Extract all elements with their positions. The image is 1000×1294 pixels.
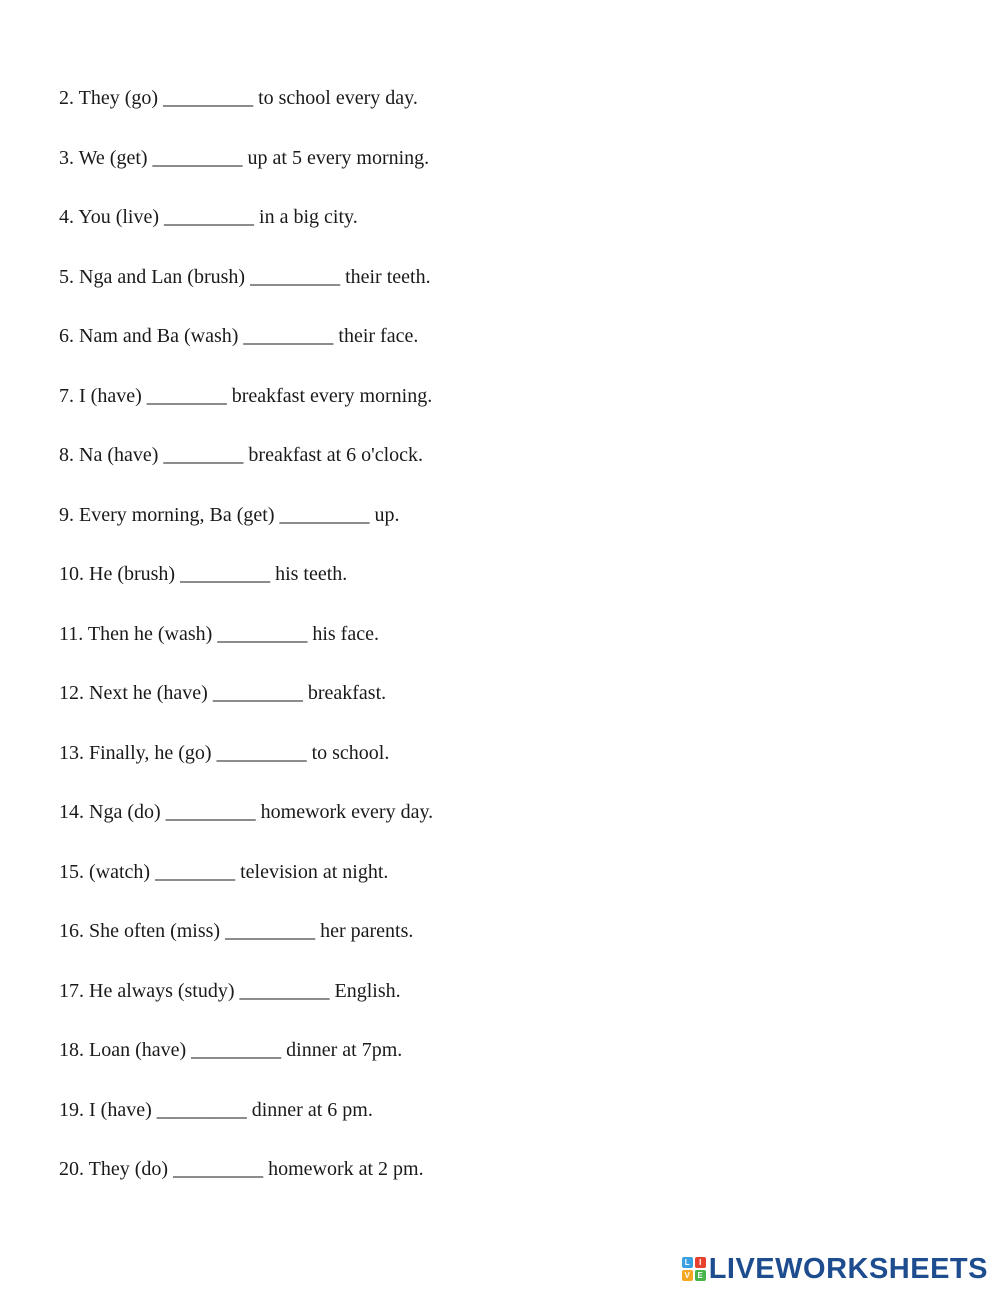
exercise-continuation: dinner at 6 pm. (251, 1098, 373, 1121)
answer-blank[interactable]: _________ (217, 622, 308, 645)
logo-tile-l: L (682, 1257, 693, 1268)
exercise-continuation: television at night. (240, 860, 389, 883)
exercise-number: 10. (59, 563, 84, 585)
exercise-continuation: up at 5 every morning. (247, 146, 430, 169)
exercise-item (59, 144, 433, 204)
exercise-item (59, 203, 433, 263)
exercise-continuation: her parents. (320, 920, 414, 942)
exercise-item (59, 84, 433, 144)
exercise-prompt: He (brush) (89, 563, 176, 585)
exercise-item (59, 858, 433, 918)
exercise-item (59, 322, 433, 382)
answer-blank[interactable]: _________ (212, 682, 303, 704)
exercise-prompt: She often (miss) (89, 920, 221, 942)
exercise-continuation: to school every day. (258, 87, 418, 109)
answer-blank[interactable]: ________ (163, 444, 244, 466)
answer-blank[interactable]: _________ (225, 920, 316, 942)
exercise-prompt: They (do) (88, 1158, 169, 1180)
exercise-number: 17. (59, 979, 84, 1002)
exercise-continuation: to school. (311, 741, 390, 764)
exercise-continuation: up. (374, 503, 400, 526)
exercise-continuation: their face. (338, 325, 419, 347)
exercise-number: 18. (59, 1039, 84, 1061)
exercise-prompt: I (have) (89, 1098, 152, 1121)
logo-tile-e: E (695, 1270, 706, 1281)
exercise-prompt: Finally, he (go) (89, 741, 212, 764)
exercise-item (59, 1096, 433, 1156)
exercise-continuation: English. (334, 979, 401, 1002)
exercise-prompt: I (have) (79, 384, 142, 407)
answer-blank[interactable]: _________ (173, 1158, 264, 1180)
exercise-number: 20. (59, 1158, 84, 1180)
answer-blank[interactable]: _________ (239, 979, 330, 1002)
exercise-item (59, 798, 433, 858)
exercise-number: 3. (59, 146, 74, 169)
exercise-item (59, 739, 433, 799)
exercise-number: 14. (59, 801, 84, 823)
exercise-number: 12. (59, 682, 84, 704)
exercise-item (59, 1036, 433, 1096)
answer-blank[interactable]: _________ (152, 146, 243, 169)
logo-tile-v: V (682, 1270, 693, 1281)
exercise-number: 15. (59, 860, 84, 883)
exercise-continuation: his teeth. (275, 563, 348, 585)
answer-blank[interactable]: _________ (165, 801, 256, 823)
exercise-number: 4. (59, 206, 74, 228)
answer-blank[interactable]: ________ (146, 384, 227, 407)
exercise-continuation: homework every day. (260, 801, 434, 823)
exercise-number: 7. (59, 384, 74, 407)
worksheet-exercise-list (59, 84, 433, 1215)
exercise-prompt: Nga (do) (89, 801, 161, 823)
exercise-prompt: Next he (have) (89, 682, 208, 704)
exercise-prompt: He always (study) (89, 979, 235, 1002)
exercise-item (59, 1155, 433, 1215)
exercise-item (59, 679, 433, 739)
exercise-item (59, 501, 433, 561)
exercise-number: 13. (59, 741, 84, 764)
answer-blank[interactable]: _________ (191, 1039, 282, 1061)
exercise-item (59, 620, 433, 680)
liveworksheets-logo (682, 1254, 988, 1284)
exercise-continuation: his face. (312, 622, 379, 645)
answer-blank[interactable]: _________ (156, 1098, 247, 1121)
exercise-continuation: breakfast. (307, 682, 387, 704)
logo-tile-i: I (695, 1257, 706, 1268)
answer-blank[interactable]: _________ (216, 741, 307, 764)
exercise-item (59, 382, 433, 442)
exercise-continuation: in a big city. (259, 206, 358, 228)
exercise-prompt: We (get) (78, 146, 148, 169)
exercise-number: 8. (59, 444, 74, 466)
exercise-number: 2. (59, 87, 74, 109)
answer-blank[interactable]: _________ (243, 325, 334, 347)
exercise-item (59, 917, 433, 977)
exercise-number: 9. (59, 503, 74, 526)
exercise-continuation: breakfast every morning. (231, 384, 433, 407)
exercise-prompt: Na (have) (79, 444, 159, 466)
exercise-prompt: You (live) (78, 206, 160, 228)
answer-blank[interactable]: _________ (180, 563, 271, 585)
exercise-prompt: (watch) (89, 860, 151, 883)
exercise-prompt: Loan (have) (89, 1039, 187, 1061)
brand-name: LIVEWORKSHEETS (708, 1253, 988, 1285)
exercise-prompt: They (go) (78, 87, 159, 109)
exercise-item (59, 977, 433, 1037)
exercise-number: 5. (59, 265, 74, 288)
exercise-item (59, 263, 433, 323)
exercise-continuation: homework at 2 pm. (268, 1158, 424, 1180)
answer-blank[interactable]: _________ (279, 503, 370, 526)
logo-tile-icon (682, 1257, 706, 1281)
exercise-prompt: Nga and Lan (brush) (79, 265, 246, 288)
exercise-item (59, 441, 433, 501)
exercise-number: 6. (59, 325, 74, 347)
exercise-prompt: Every morning, Ba (get) (79, 503, 275, 526)
exercise-number: 19. (59, 1098, 84, 1121)
answer-blank[interactable]: _________ (164, 206, 255, 228)
answer-blank[interactable]: _________ (250, 265, 341, 288)
exercise-number: 16. (59, 920, 84, 942)
exercise-prompt: Then he (wash) (87, 622, 213, 645)
answer-blank[interactable]: ________ (155, 860, 236, 883)
exercise-prompt: Nam and Ba (wash) (79, 325, 239, 347)
exercise-number: 11. (59, 622, 84, 645)
answer-blank[interactable]: _________ (163, 87, 254, 109)
exercise-continuation: dinner at 7pm. (286, 1039, 403, 1061)
exercise-continuation: breakfast at 6 o'clock. (248, 444, 424, 466)
exercise-continuation: their teeth. (345, 265, 431, 288)
exercise-item (59, 560, 433, 620)
